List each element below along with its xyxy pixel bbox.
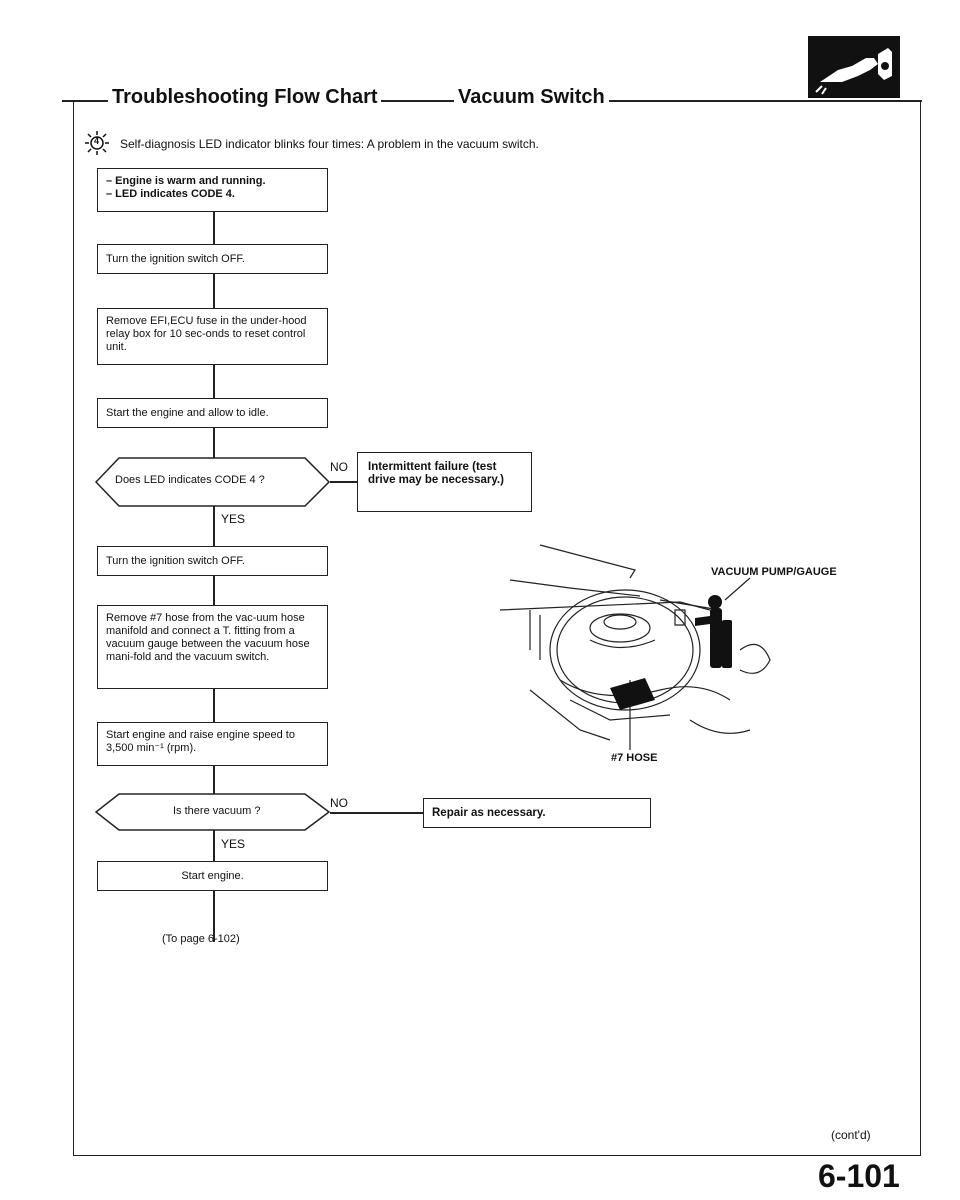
page-title: Troubleshooting Flow Chart [108,86,382,109]
result-intermittent: Intermittent failure (test drive may be necessary.) [357,452,532,512]
continue-note: (To page 6-102) [162,933,240,945]
step-ignition-off-2: Turn the ignition switch OFF. [97,546,328,576]
led-blink-count: 4 [94,136,100,146]
start-condition-line1: – Engine is warm and running. [106,175,266,187]
step-start-idle: Start the engine and allow to idle. [97,398,328,428]
decision-vacuum-yes: YES [221,837,246,851]
decision-vacuum [95,793,331,831]
step-remove-fuse: Remove EFI,ECU fuse in the under-hood relay box for 10 sec-onds to reset control unit. [97,308,328,365]
no-connector-2 [330,812,423,814]
no-connector-1 [330,481,357,483]
decision-code4-yes: YES [221,512,246,526]
start-condition-line2: – LED indicates CODE 4. [106,188,235,200]
decision-code4-text: Does LED indicates CODE 4 ? [115,474,265,486]
label-vacuum-pump: VACUUM PUMP/GAUGE [711,566,837,578]
decision-code4 [95,457,331,507]
page-number: 6-101 [818,1158,900,1194]
start-condition-box [97,168,328,212]
step-raise-speed: Start engine and raise engine speed to 3,500 min⁻¹ (rpm). [97,722,328,766]
continued-note: (cont'd) [831,1128,871,1142]
step-ignition-off-1: Turn the ignition switch OFF. [97,244,328,274]
intro-text: Self-diagnosis LED indicator blinks four times: A problem in the vacuum switch. [120,137,539,151]
engine-fuel-icon [808,36,900,98]
decision-vacuum-text: Is there vacuum ? [173,805,261,817]
decision-vacuum-no: NO [330,796,348,810]
blinking-led-icon [84,130,110,156]
page-subtitle: Vacuum Switch [454,86,609,109]
step-start-engine: Start engine. [97,861,328,891]
title-dash [381,100,451,102]
step-remove-hose: Remove #7 hose from the vac-uum hose manifold and connect a T. fitting from a vacuum gauge between the vacuum hose mani-fold and the vacuum switch. [97,605,328,689]
result-repair: Repair as necessary. [423,798,651,828]
label-hose-7: #7 HOSE [611,752,658,764]
decision-code4-no: NO [330,460,348,474]
